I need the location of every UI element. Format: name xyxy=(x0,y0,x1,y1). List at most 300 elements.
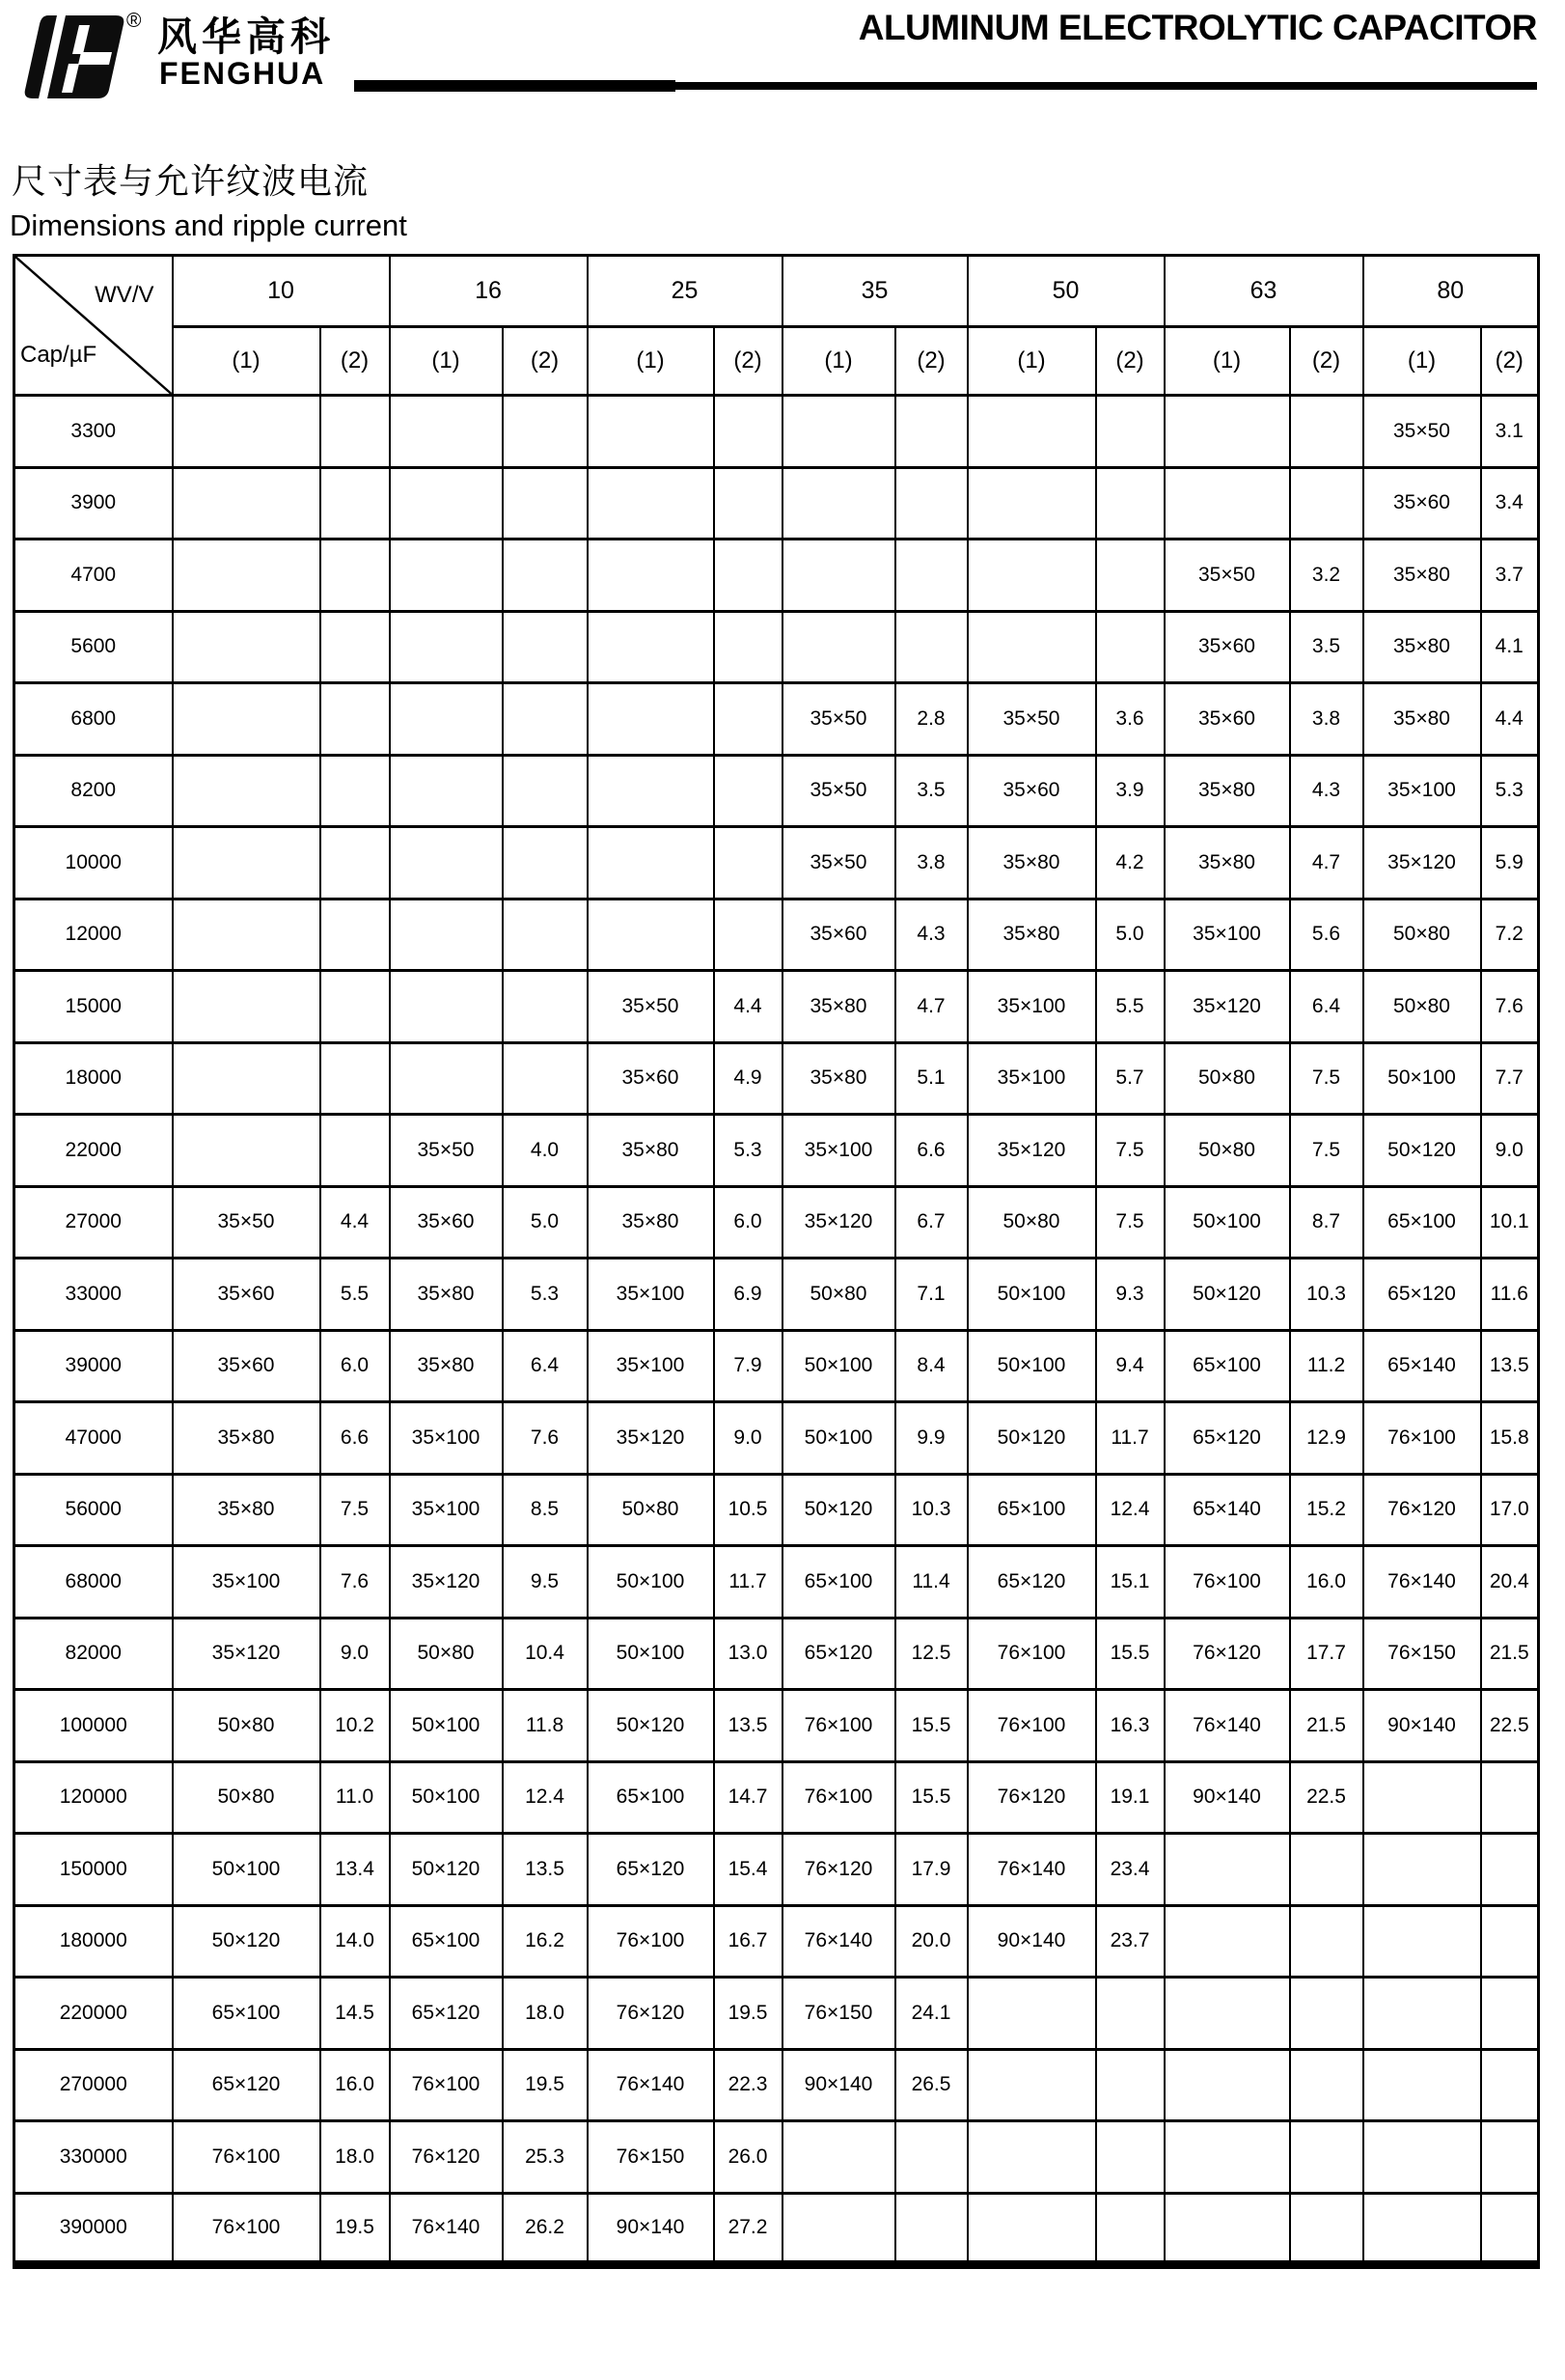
dim-cell xyxy=(173,899,320,971)
ripple-cell xyxy=(714,755,782,827)
dim-cell xyxy=(173,1115,320,1187)
dim-cell xyxy=(390,755,503,827)
cap-value-cell: 82000 xyxy=(14,1618,173,1690)
ripple-cell: 3.4 xyxy=(1481,467,1539,540)
ripple-cell: 10.2 xyxy=(320,1690,390,1762)
ripple-cell xyxy=(1290,2121,1363,2194)
table-row xyxy=(14,2193,1539,2265)
ripple-cell: 4.7 xyxy=(895,971,968,1043)
brand-name-cjk: 风华高科 xyxy=(157,14,335,59)
ripple-cell: 15.8 xyxy=(1481,1402,1539,1475)
dim-cell xyxy=(390,827,503,899)
dim-cell: 50×120 xyxy=(173,1905,320,1978)
dim-cell: 50×80 xyxy=(1363,971,1481,1043)
header-rule-thick xyxy=(354,80,675,92)
dimensions-ripple-table xyxy=(13,254,1540,2269)
ripple-cell xyxy=(320,755,390,827)
ripple-cell: 19.5 xyxy=(503,2049,588,2121)
table-row xyxy=(14,1978,1539,2050)
dim-cell xyxy=(1363,1834,1481,1906)
dim-cell: 35×100 xyxy=(588,1330,714,1402)
dim-cell: 76×100 xyxy=(390,2049,503,2121)
dim-cell xyxy=(968,467,1096,540)
page-title: ALUMINUM ELECTROLYTIC CAPACITOR xyxy=(858,8,1537,47)
cap-value-cell: 27000 xyxy=(14,1186,173,1259)
dim-cell: 50×120 xyxy=(1363,1115,1481,1187)
ripple-cell: 6.4 xyxy=(503,1330,588,1402)
ripple-cell xyxy=(1096,2049,1165,2121)
ripple-cell: 11.7 xyxy=(1096,1402,1165,1475)
dim-cell: 76×100 xyxy=(1363,1402,1481,1475)
ripple-cell: 22.5 xyxy=(1481,1690,1539,1762)
ripple-cell xyxy=(503,683,588,756)
dim-cell: 76×140 xyxy=(390,2193,503,2265)
voltage-header: 80 xyxy=(1363,256,1539,327)
dim-cell: 76×100 xyxy=(782,1690,895,1762)
table-row xyxy=(14,611,1539,683)
ripple-cell: 7.7 xyxy=(1481,1042,1539,1115)
dim-cell xyxy=(173,1042,320,1115)
ripple-cell: 9.9 xyxy=(895,1402,968,1475)
cap-value-cell: 220000 xyxy=(14,1978,173,2050)
dim-cell: 50×100 xyxy=(782,1402,895,1475)
cap-value-cell: 10000 xyxy=(14,827,173,899)
ripple-cell: 8.7 xyxy=(1290,1186,1363,1259)
ripple-cell xyxy=(1481,1978,1539,2050)
ripple-cell: 14.0 xyxy=(320,1905,390,1978)
dim-cell: 65×100 xyxy=(1363,1186,1481,1259)
ripple-cell: 4.4 xyxy=(714,971,782,1043)
ripple-cell xyxy=(1096,611,1165,683)
dim-cell: 35×60 xyxy=(1363,467,1481,540)
ripple-cell: 13.5 xyxy=(503,1834,588,1906)
ripple-cell: 25.3 xyxy=(503,2121,588,2194)
dim-cell xyxy=(968,396,1096,468)
dim-cell xyxy=(968,2121,1096,2194)
dim-cell: 35×50 xyxy=(390,1115,503,1187)
ripple-cell: 4.4 xyxy=(1481,683,1539,756)
ripple-cell: 16.7 xyxy=(714,1905,782,1978)
dim-cell: 50×100 xyxy=(782,1330,895,1402)
ripple-cell: 17.0 xyxy=(1481,1474,1539,1546)
ripple-cell: 7.6 xyxy=(320,1546,390,1619)
cap-value-cell: 56000 xyxy=(14,1474,173,1546)
ripple-cell xyxy=(1096,540,1165,612)
ripple-cell: 6.4 xyxy=(1290,971,1363,1043)
ripple-cell xyxy=(895,2121,968,2194)
corner-header-cell xyxy=(14,256,173,396)
ripple-cell: 7.5 xyxy=(320,1474,390,1546)
ripple-cell: 26.5 xyxy=(895,2049,968,2121)
table-row xyxy=(14,755,1539,827)
subcol-header: (1) xyxy=(588,327,714,396)
table-row xyxy=(14,1115,1539,1187)
dim-cell: 35×80 xyxy=(1165,827,1290,899)
dim-cell: 50×80 xyxy=(1363,899,1481,971)
cap-value-cell: 120000 xyxy=(14,1761,173,1834)
cap-value-cell: 68000 xyxy=(14,1546,173,1619)
dim-cell: 35×80 xyxy=(588,1115,714,1187)
ripple-cell xyxy=(1290,396,1363,468)
dim-cell: 35×100 xyxy=(1363,755,1481,827)
ripple-cell xyxy=(714,467,782,540)
table-row xyxy=(14,1905,1539,1978)
dim-cell xyxy=(588,611,714,683)
dim-cell: 35×80 xyxy=(782,971,895,1043)
dim-cell xyxy=(173,467,320,540)
dim-cell: 35×80 xyxy=(968,899,1096,971)
voltage-header: 25 xyxy=(588,256,782,327)
table-row xyxy=(14,2121,1539,2194)
cap-value-cell: 390000 xyxy=(14,2193,173,2265)
table-row xyxy=(14,1402,1539,1475)
dim-cell xyxy=(1165,396,1290,468)
dim-cell: 35×80 xyxy=(390,1259,503,1331)
dim-cell xyxy=(968,2049,1096,2121)
dim-cell: 50×100 xyxy=(390,1690,503,1762)
ripple-cell xyxy=(320,396,390,468)
dim-cell: 76×120 xyxy=(390,2121,503,2194)
cap-value-cell: 180000 xyxy=(14,1905,173,1978)
ripple-cell: 16.2 xyxy=(503,1905,588,1978)
dim-cell xyxy=(1165,1834,1290,1906)
ripple-cell: 7.9 xyxy=(714,1330,782,1402)
dim-cell: 76×140 xyxy=(588,2049,714,2121)
dim-cell xyxy=(968,540,1096,612)
ripple-cell: 10.1 xyxy=(1481,1186,1539,1259)
dim-cell: 76×140 xyxy=(1363,1546,1481,1619)
table-row xyxy=(14,827,1539,899)
cap-value-cell: 8200 xyxy=(14,755,173,827)
ripple-cell xyxy=(1096,1978,1165,2050)
dim-cell: 35×120 xyxy=(968,1115,1096,1187)
cap-value-cell: 330000 xyxy=(14,2121,173,2194)
dim-cell: 65×120 xyxy=(390,1978,503,2050)
dim-cell: 50×80 xyxy=(968,1186,1096,1259)
dim-cell: 35×60 xyxy=(782,899,895,971)
dim-cell xyxy=(782,540,895,612)
ripple-cell: 5.6 xyxy=(1290,899,1363,971)
ripple-cell xyxy=(503,396,588,468)
ripple-cell: 16.3 xyxy=(1096,1690,1165,1762)
dim-cell: 76×150 xyxy=(1363,1618,1481,1690)
ripple-cell xyxy=(320,611,390,683)
ripple-cell: 5.3 xyxy=(503,1259,588,1331)
subcol-header: (1) xyxy=(782,327,895,396)
ripple-cell xyxy=(503,971,588,1043)
dim-cell: 50×100 xyxy=(968,1330,1096,1402)
ripple-cell xyxy=(1481,2193,1539,2265)
corner-label-capacitance: Cap/µF xyxy=(20,342,97,368)
subcol-header: (2) xyxy=(714,327,782,396)
dim-cell: 50×100 xyxy=(968,1259,1096,1331)
ripple-cell: 5.3 xyxy=(1481,755,1539,827)
dim-cell: 35×80 xyxy=(968,827,1096,899)
cap-value-cell: 100000 xyxy=(14,1690,173,1762)
ripple-cell xyxy=(503,827,588,899)
subcolumn-header-row xyxy=(14,327,1539,396)
dim-cell: 35×50 xyxy=(1363,396,1481,468)
dim-cell: 35×120 xyxy=(390,1546,503,1619)
ripple-cell: 4.3 xyxy=(895,899,968,971)
subcol-header: (1) xyxy=(1363,327,1481,396)
fenghua-logo-icon xyxy=(23,14,125,100)
dim-cell: 76×120 xyxy=(968,1761,1096,1834)
ripple-cell xyxy=(503,899,588,971)
dim-cell: 76×100 xyxy=(588,1905,714,1978)
voltage-header: 10 xyxy=(173,256,390,327)
ripple-cell xyxy=(503,467,588,540)
ripple-cell: 6.7 xyxy=(895,1186,968,1259)
ripple-cell: 15.5 xyxy=(895,1761,968,1834)
ripple-cell: 11.4 xyxy=(895,1546,968,1619)
ripple-cell: 12.9 xyxy=(1290,1402,1363,1475)
ripple-cell: 8.5 xyxy=(503,1474,588,1546)
dim-cell: 76×120 xyxy=(1363,1474,1481,1546)
subcol-header: (2) xyxy=(895,327,968,396)
ripple-cell xyxy=(320,1042,390,1115)
dim-cell: 50×80 xyxy=(1165,1115,1290,1187)
diagonal-divider-icon xyxy=(15,257,172,394)
dim-cell xyxy=(968,2193,1096,2265)
ripple-cell xyxy=(320,971,390,1043)
subcol-header: (2) xyxy=(1481,327,1539,396)
ripple-cell: 24.1 xyxy=(895,1978,968,2050)
ripple-cell: 5.1 xyxy=(895,1042,968,1115)
ripple-cell xyxy=(320,1115,390,1187)
ripple-cell: 3.1 xyxy=(1481,396,1539,468)
table-row xyxy=(14,1186,1539,1259)
dim-cell xyxy=(1363,1905,1481,1978)
ripple-cell: 5.7 xyxy=(1096,1042,1165,1115)
ripple-cell: 20.0 xyxy=(895,1905,968,1978)
ripple-cell: 9.5 xyxy=(503,1546,588,1619)
ripple-cell: 6.9 xyxy=(714,1259,782,1331)
ripple-cell: 13.5 xyxy=(1481,1330,1539,1402)
dim-cell xyxy=(390,540,503,612)
dim-cell: 35×60 xyxy=(173,1330,320,1402)
ripple-cell xyxy=(320,827,390,899)
dim-cell: 65×120 xyxy=(782,1618,895,1690)
dim-cell: 90×140 xyxy=(1165,1761,1290,1834)
dim-cell: 65×100 xyxy=(390,1905,503,1978)
ripple-cell: 11.2 xyxy=(1290,1330,1363,1402)
dim-cell xyxy=(1363,2049,1481,2121)
dim-cell: 76×140 xyxy=(968,1834,1096,1906)
dim-cell: 35×60 xyxy=(390,1186,503,1259)
ripple-cell: 12.4 xyxy=(1096,1474,1165,1546)
ripple-cell: 9.3 xyxy=(1096,1259,1165,1331)
cap-value-cell: 22000 xyxy=(14,1115,173,1187)
table-row xyxy=(14,1618,1539,1690)
dim-cell: 35×80 xyxy=(1165,755,1290,827)
dim-cell: 35×60 xyxy=(1165,683,1290,756)
dim-cell: 35×80 xyxy=(390,1330,503,1402)
voltage-header: 50 xyxy=(968,256,1165,327)
dim-cell: 35×50 xyxy=(782,683,895,756)
subcol-header: (1) xyxy=(173,327,320,396)
dim-cell: 35×80 xyxy=(782,1042,895,1115)
dim-cell: 76×100 xyxy=(173,2121,320,2194)
dim-cell: 35×60 xyxy=(968,755,1096,827)
voltage-header: 16 xyxy=(390,256,588,327)
ripple-cell: 9.0 xyxy=(714,1402,782,1475)
table-body xyxy=(14,396,1539,2265)
dim-cell xyxy=(1363,1761,1481,1834)
ripple-cell: 5.9 xyxy=(1481,827,1539,899)
ripple-cell xyxy=(320,683,390,756)
dim-cell: 35×80 xyxy=(1363,611,1481,683)
dim-cell: 50×100 xyxy=(1363,1042,1481,1115)
dim-cell xyxy=(173,611,320,683)
table-row xyxy=(14,1474,1539,1546)
dim-cell: 35×50 xyxy=(782,827,895,899)
dim-cell xyxy=(390,467,503,540)
dim-cell: 90×140 xyxy=(782,2049,895,2121)
dim-cell: 90×140 xyxy=(1363,1690,1481,1762)
ripple-cell: 19.1 xyxy=(1096,1761,1165,1834)
dim-cell xyxy=(173,683,320,756)
ripple-cell xyxy=(895,2193,968,2265)
dim-cell: 76×120 xyxy=(588,1978,714,2050)
dim-cell: 35×120 xyxy=(1363,827,1481,899)
ripple-cell: 11.0 xyxy=(320,1761,390,1834)
cap-value-cell: 15000 xyxy=(14,971,173,1043)
cap-value-cell: 270000 xyxy=(14,2049,173,2121)
dim-cell: 35×50 xyxy=(968,683,1096,756)
subcol-header: (2) xyxy=(1096,327,1165,396)
ripple-cell: 6.0 xyxy=(714,1186,782,1259)
ripple-cell: 17.7 xyxy=(1290,1618,1363,1690)
subcol-header: (2) xyxy=(503,327,588,396)
ripple-cell: 4.2 xyxy=(1096,827,1165,899)
cap-value-cell: 39000 xyxy=(14,1330,173,1402)
dim-cell xyxy=(1363,1978,1481,2050)
ripple-cell: 4.7 xyxy=(1290,827,1363,899)
ripple-cell xyxy=(503,1042,588,1115)
dim-cell: 35×80 xyxy=(173,1402,320,1475)
dim-cell: 65×120 xyxy=(1363,1259,1481,1331)
ripple-cell: 4.9 xyxy=(714,1042,782,1115)
header-rule xyxy=(675,82,1537,90)
ripple-cell: 13.5 xyxy=(714,1690,782,1762)
ripple-cell: 7.1 xyxy=(895,1259,968,1331)
ripple-cell: 7.5 xyxy=(1096,1186,1165,1259)
ripple-cell xyxy=(714,540,782,612)
ripple-cell: 23.4 xyxy=(1096,1834,1165,1906)
subcol-header: (1) xyxy=(1165,327,1290,396)
dim-cell xyxy=(1165,2049,1290,2121)
dim-cell: 50×100 xyxy=(390,1761,503,1834)
dim-cell xyxy=(588,467,714,540)
dim-cell: 65×120 xyxy=(588,1834,714,1906)
dim-cell xyxy=(1165,467,1290,540)
cap-value-cell: 18000 xyxy=(14,1042,173,1115)
dim-cell: 35×50 xyxy=(588,971,714,1043)
ripple-cell xyxy=(1290,1978,1363,2050)
ripple-cell: 3.5 xyxy=(895,755,968,827)
dim-cell xyxy=(782,467,895,540)
dim-cell: 90×140 xyxy=(588,2193,714,2265)
dim-cell xyxy=(588,899,714,971)
cap-value-cell: 6800 xyxy=(14,683,173,756)
dim-cell: 90×140 xyxy=(968,1905,1096,1978)
table-row xyxy=(14,1259,1539,1331)
ripple-cell: 7.5 xyxy=(1096,1115,1165,1187)
dim-cell xyxy=(390,396,503,468)
ripple-cell: 15.2 xyxy=(1290,1474,1363,1546)
dim-cell: 35×50 xyxy=(782,755,895,827)
ripple-cell: 3.8 xyxy=(1290,683,1363,756)
ripple-cell: 22.5 xyxy=(1290,1761,1363,1834)
subcol-header: (2) xyxy=(320,327,390,396)
dim-cell: 65×120 xyxy=(173,2049,320,2121)
table-row xyxy=(14,2049,1539,2121)
dim-cell xyxy=(782,611,895,683)
ripple-cell xyxy=(1290,2193,1363,2265)
dim-cell: 35×100 xyxy=(390,1474,503,1546)
table-row xyxy=(14,1330,1539,1402)
ripple-cell: 7.5 xyxy=(1290,1042,1363,1115)
subcol-header: (2) xyxy=(1290,327,1363,396)
dim-cell: 50×120 xyxy=(782,1474,895,1546)
dim-cell: 35×100 xyxy=(1165,899,1290,971)
ripple-cell: 15.1 xyxy=(1096,1546,1165,1619)
ripple-cell: 12.5 xyxy=(895,1618,968,1690)
ripple-cell: 11.7 xyxy=(714,1546,782,1619)
ripple-cell: 15.5 xyxy=(895,1690,968,1762)
corner-label-voltage: WV/V xyxy=(95,282,154,308)
subcol-header: (1) xyxy=(390,327,503,396)
ripple-cell: 12.4 xyxy=(503,1761,588,1834)
ripple-cell: 4.0 xyxy=(503,1115,588,1187)
dim-cell xyxy=(390,683,503,756)
dim-cell: 76×100 xyxy=(782,1761,895,1834)
dim-cell: 76×150 xyxy=(588,2121,714,2194)
ripple-cell xyxy=(714,683,782,756)
table-row xyxy=(14,540,1539,612)
dim-cell: 65×100 xyxy=(173,1978,320,2050)
dim-cell: 35×80 xyxy=(1363,683,1481,756)
table-row xyxy=(14,683,1539,756)
dim-cell: 50×120 xyxy=(968,1402,1096,1475)
ripple-cell: 14.7 xyxy=(714,1761,782,1834)
dim-cell xyxy=(588,396,714,468)
dim-cell xyxy=(588,827,714,899)
dim-cell: 50×80 xyxy=(390,1618,503,1690)
ripple-cell xyxy=(503,540,588,612)
ripple-cell xyxy=(1481,2049,1539,2121)
table-row xyxy=(14,1834,1539,1906)
ripple-cell: 23.7 xyxy=(1096,1905,1165,1978)
ripple-cell: 21.5 xyxy=(1481,1618,1539,1690)
dim-cell: 76×150 xyxy=(782,1978,895,2050)
dim-cell: 50×100 xyxy=(588,1546,714,1619)
ripple-cell: 15.5 xyxy=(1096,1618,1165,1690)
dim-cell: 50×100 xyxy=(1165,1186,1290,1259)
dim-cell xyxy=(1363,2121,1481,2194)
ripple-cell: 10.3 xyxy=(895,1474,968,1546)
ripple-cell: 22.3 xyxy=(714,2049,782,2121)
ripple-cell: 17.9 xyxy=(895,1834,968,1906)
dim-cell: 35×120 xyxy=(782,1186,895,1259)
dim-cell xyxy=(173,540,320,612)
dim-cell xyxy=(390,971,503,1043)
dim-cell xyxy=(1363,2193,1481,2265)
cap-value-cell: 4700 xyxy=(14,540,173,612)
ripple-cell: 13.0 xyxy=(714,1618,782,1690)
table-row xyxy=(14,1690,1539,1762)
